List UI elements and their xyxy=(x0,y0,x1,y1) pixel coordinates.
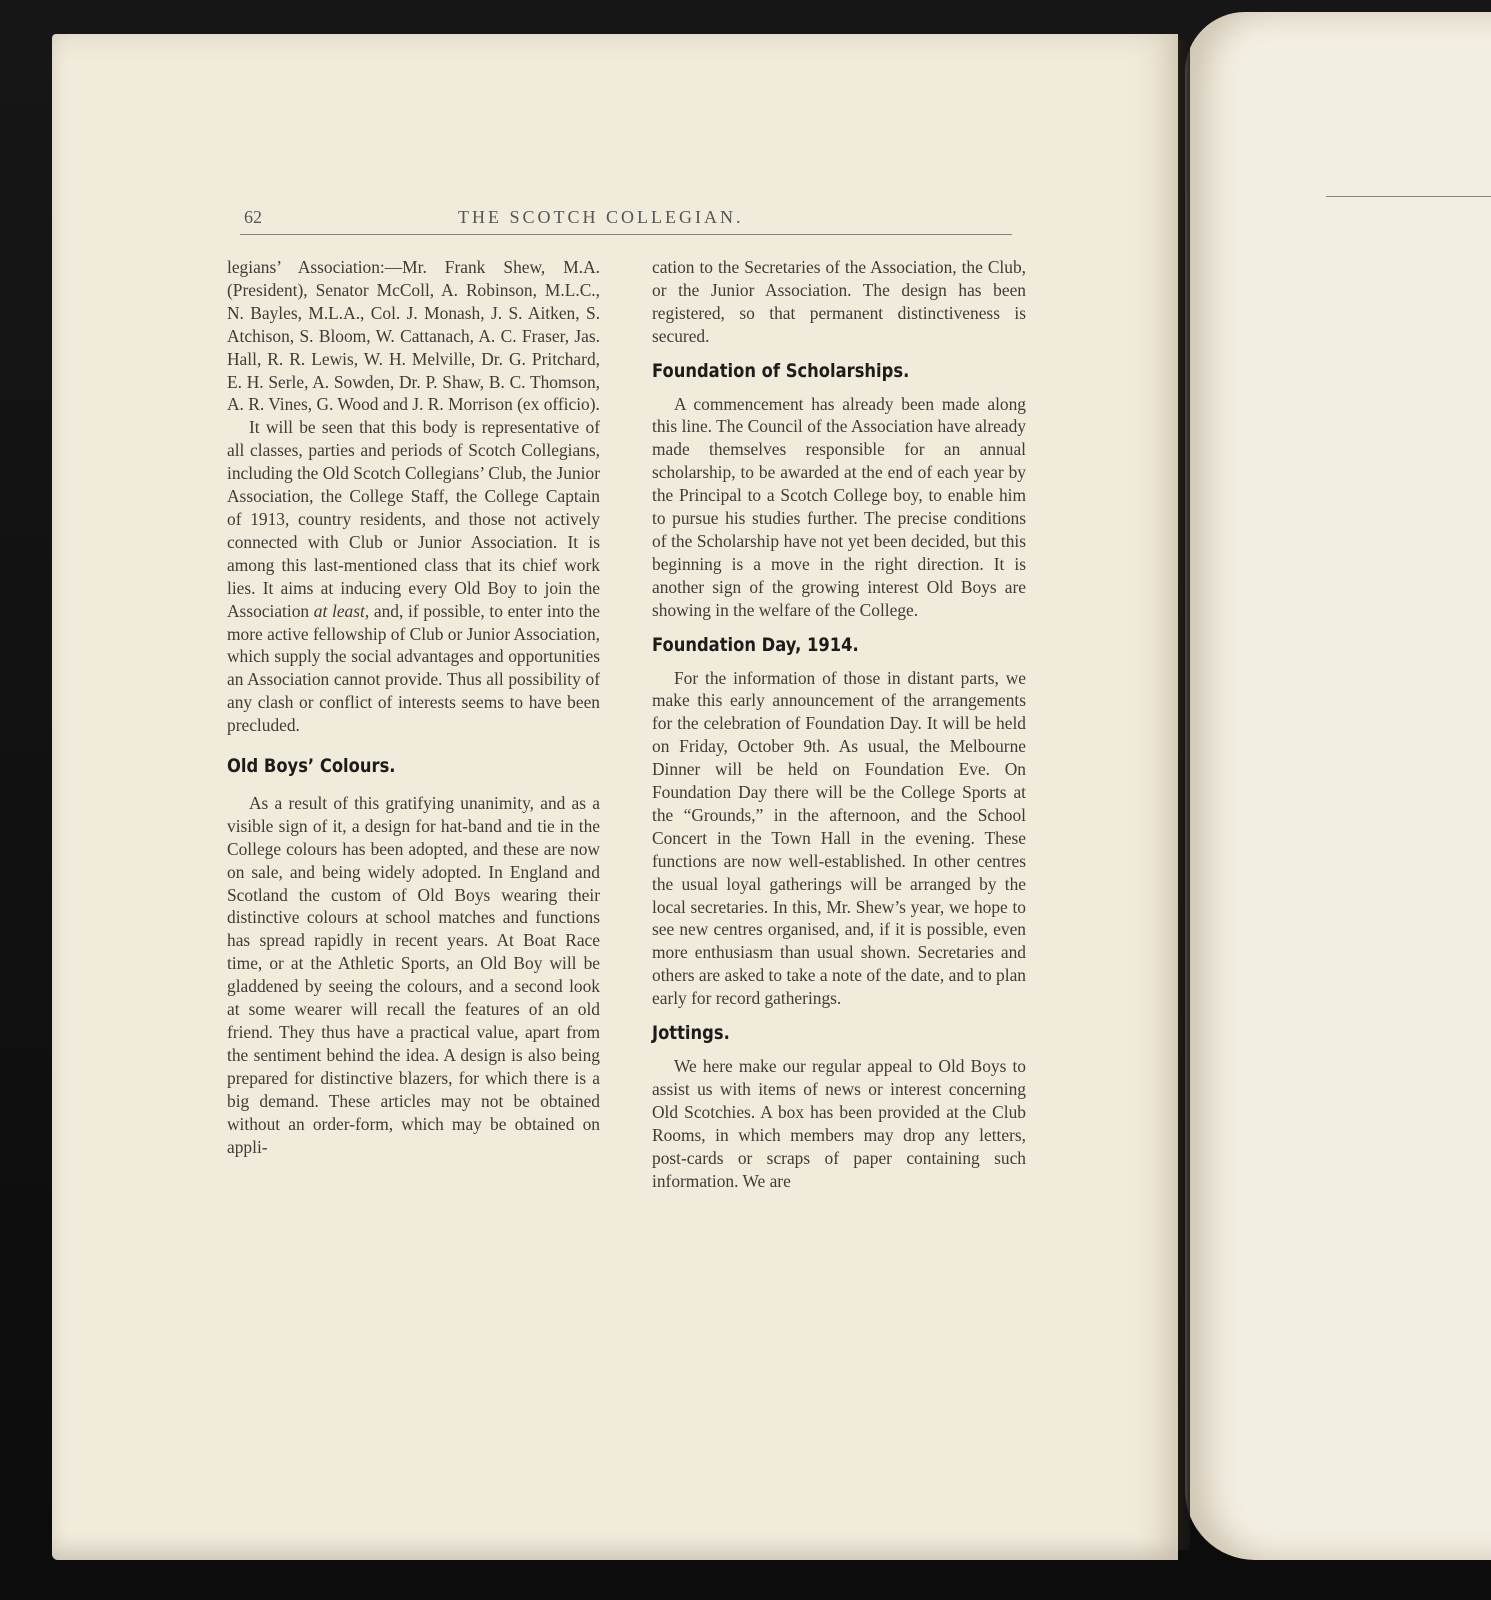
paragraph-jottings: We here make our regular appeal to Old Boys to assist us with items of news or interest concerning Old Scotchies. A box has been provided at the Club Rooms, in which members may drop any letters, post-cards or scraps of paper containing such information. We are xyxy=(652,1056,1026,1191)
heading-old-boys-colours: Old Boys’ Colours. xyxy=(227,755,396,778)
paragraph-association-members: legians’ Association:—Mr. Frank Shew, M.A. (President), Senator McColl, A. Robinson, M.L.C., N. Bayles, M.L.A., Col. J. Monash, J. S. Aitken, S. Atchison, S. Bloom, W. Cattanach, A. C. Fraser, Jas. Hall, R. R. Lewis, W. H. Melville, Dr. G. Pritchard, E. H. Serle, A. Sowden, Dr. P. Shaw, B. C. Thomson, A. R. Vines, G. Wood and J. R. Morrison (ex officio). xyxy=(227,257,600,415)
heading-jottings: Jottings. xyxy=(652,1022,730,1045)
heading-foundation-scholarships: Foundation of Scholarships. xyxy=(652,359,910,382)
running-title: THE SCOTCH COLLEGIAN. xyxy=(458,207,744,227)
page-number: 62 xyxy=(244,207,262,227)
paragraph-text: and, if possible, to enter into the more active fellowship of Club or Junior Association, which supply the social advantages and opportunities an Association cannot provide. Thus all possibility of any clash or conflict of interests seems to have been precluded. xyxy=(227,600,600,736)
paragraph-representative xyxy=(227,416,600,737)
heading-foundation-day: Foundation Day, 1914. xyxy=(652,633,859,656)
page-header xyxy=(240,205,1012,235)
paragraph-design-registered: cation to the Secretaries of the Association, the Club, or the Junior Association. The design has been registered, so that permanent distinctiveness is secured. xyxy=(652,257,1026,346)
paragraph-colours: As a result of this gratifying unanimity, and as a visible sign of it, a design for hat-band and tie in the College colours has been adopted, and these are now on sale, and being widely adopted. In England and Scotland the custom of Old Boys wearing their distinctive colours at school matches and functions has spread rapidly in recent years. At Boat Race time, or at the Athletic Sports, an Old Boy will be gladdened by seeing the colours, and a second look at some wearer will recall the features of an old friend. They thus have a practical value, apart from the sentiment behind the idea. A design is also being prepared for distinctive blazers, for which there is a big demand. These articles may not be obtained without an order-form, which may be obtained on appli- xyxy=(227,792,600,1157)
emphasis-text: at least, xyxy=(313,600,370,621)
paragraph-scholarships: A commencement has already been made along this line. The Council of the Association have already made themselves responsible for an annual scholarship, to be awarded at the end of each year by the Principal to a Scotch College boy, to enable him to pursue his studies further. The precise conditions of the Scholarship have not yet been decided, but this beginning is a move in the right direction. It is another sign of the growing interest Old Boys are showing in the welfare of the College. xyxy=(652,393,1026,620)
middle-column xyxy=(652,256,1026,1192)
right-page-header-rule xyxy=(1326,196,1491,197)
paragraph-foundation-day: For the information of those in distant parts, we make this early announcement of the arrangements for the celebration of Foundation Day. It will be held on Friday, October 9th. As usual, the Melbourne Dinner will be held on Foundation Eve. On Foundation Day there will be the College Sports at the “Grounds,” in the afternoon, and the School Concert in the Town Hall in the evening. These functions are now well-established. In other centres the usual loyal gatherings will be arranged by the local secretaries. In this, Mr. Shew’s year, we hope to see new centres organised, and, if it is possible, even more enthusiasm than usual shown. Secretaries and others are asked to take a note of the date, and to plan early for record gatherings. xyxy=(652,667,1026,1009)
left-column xyxy=(227,256,600,1158)
paragraph-text: It will be seen that this body is representative of all classes, parties and periods of Scotch Collegians, including the Old Scotch Collegians’ Club, the Junior Association, the College Staff, the College Captain of 1913, country residents, and those not actively connected with Club or Junior Association. It is among this last-mentioned class that its chief work lies. It aims at inducing every Old Boy to join the Association xyxy=(227,417,600,621)
header-rule xyxy=(240,234,1012,235)
right-page xyxy=(1185,12,1491,1560)
